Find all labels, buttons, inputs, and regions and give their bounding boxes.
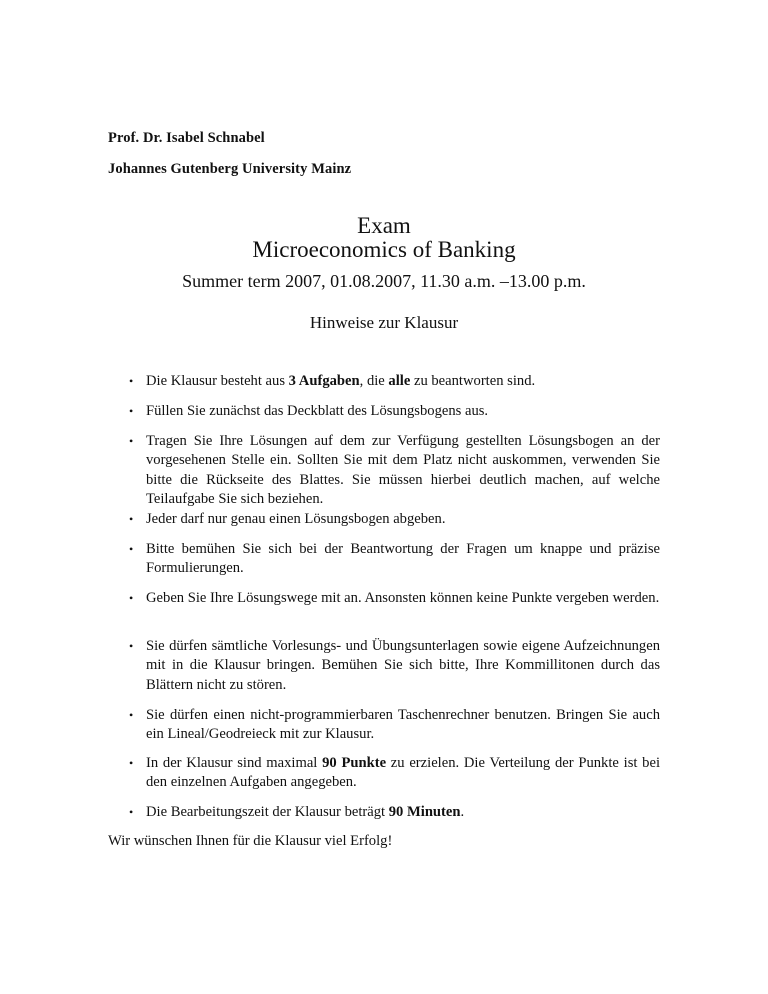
bullet-icon: • (129, 805, 134, 819)
instruction-text: Sie dürfen sämtliche Vorlesungs- und Übungsunterlagen sowie eigene Aufzeichnungen mit in die Klausur bringen. Bemühen Sie sich bitte, Ihre Kommillitonen durch das Blättern nicht zu stören. (146, 638, 660, 693)
instruction-emphasis: 90 Punkte (322, 755, 387, 771)
instruction-item (129, 589, 660, 608)
instruction-item (129, 402, 660, 421)
instruction-text: Geben Sie Ihre Lösungswege mit an. Ansonsten können keine Punkte vergeben werden. (146, 590, 660, 606)
instruction-text: Tragen Sie Ihre Lösungen auf dem zur Verfügung gestellten Lösungsbogen an der vorgesehenen Stelle ein. Sollten Sie mit dem Platz nicht auskommen, verwenden Sie bitte die Rückseite des Blattes. Sie müssen hierbei deutlich machen, auf welche Teilaufgabe Sie sich beziehen. (146, 433, 660, 507)
instruction-item (129, 754, 660, 793)
instruction-text: Bitte bemühen Sie sich bei der Beantwortung der Fragen um knappe und präzise Formulierungen. (146, 541, 660, 577)
instruction-item (129, 432, 660, 509)
instruction-item (129, 372, 660, 391)
bullet-icon: • (129, 542, 134, 556)
bullet-icon: • (129, 512, 134, 526)
course-title: Microeconomics of Banking (252, 237, 516, 262)
instructions-heading: Hinweise zur Klausur (309, 313, 459, 332)
instruction-text: zu beantworten sind. (410, 373, 536, 389)
instruction-item (129, 706, 660, 745)
bullet-icon: • (129, 591, 134, 605)
instruction-text: . (460, 804, 465, 820)
instruction-item (129, 510, 660, 529)
instruction-text: Füllen Sie zunächst das Deckblatt des Lösungsbogens aus. (146, 403, 489, 419)
instruction-text: Jeder darf nur genau einen Lösungsbogen abgeben. (146, 511, 446, 527)
institution-name: Johannes Gutenberg University Mainz (108, 161, 352, 177)
instruction-item (129, 637, 660, 695)
author-name: Prof. Dr. Isabel Schnabel (108, 130, 265, 146)
instruction-text: In der Klausur sind maximal (146, 755, 323, 771)
exam-title: Exam (357, 213, 411, 238)
bullet-icon: • (129, 434, 134, 448)
bullet-icon: • (129, 404, 134, 418)
instruction-text: Die Bearbeitungszeit der Klausur beträgt (146, 804, 389, 820)
instruction-text: Die Klausur besteht aus (146, 373, 289, 389)
instruction-text: Sie dürfen einen nicht-programmierbaren Taschenrechner benutzen. Bringen Sie auch ein Lineal/Geodreieck mit zur Klausur. (146, 707, 660, 743)
bullet-icon: • (129, 756, 134, 770)
instruction-item (129, 803, 660, 822)
instruction-emphasis: 3 Aufgaben (288, 373, 360, 389)
closing-wish: Wir wünschen Ihnen für die Klausur viel Erfolg! (108, 833, 393, 849)
instruction-emphasis: 90 Minuten (388, 804, 461, 820)
instruction-item (129, 540, 660, 579)
bullet-icon: • (129, 639, 134, 653)
bullet-icon: • (129, 708, 134, 722)
instruction-text: zu erzielen. Die Verteilung der Punkte ist bei den einzelnen Aufgaben angegeben. (146, 755, 660, 791)
instruction-text: , die (359, 373, 389, 389)
instruction-emphasis: alle (388, 373, 411, 389)
bullet-icon: • (129, 374, 134, 388)
exam-term-date: Summer term 2007, 01.08.2007, 11.30 a.m. –13.00 p.m. (182, 271, 586, 291)
